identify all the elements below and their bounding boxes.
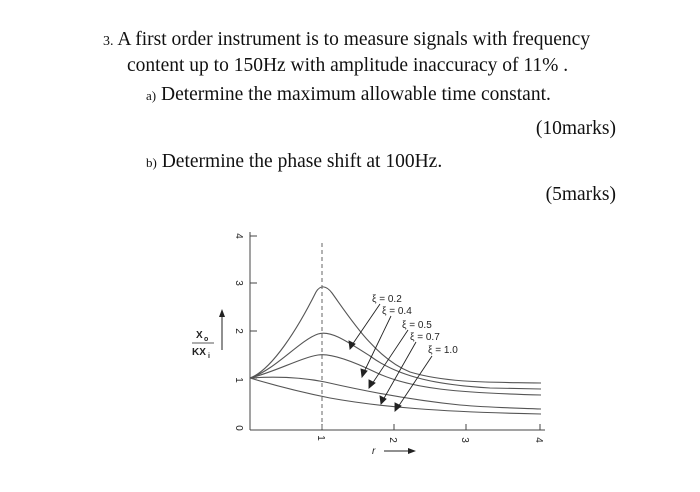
- y-tick-2: 2: [233, 328, 244, 334]
- question-text-line2: content up to 150Hz with amplitude inaccuracy of 11% .: [127, 55, 569, 76]
- y-label-numerator: X: [196, 330, 203, 341]
- right-arrow-icon: [408, 448, 416, 454]
- label-zeta-0.5: ξ = 0.5: [402, 320, 432, 331]
- part-a-text: Determine the maximum allowable time constant.: [160, 84, 551, 105]
- pointer-arrow-icon: [361, 369, 367, 377]
- label-zeta-0.7: ξ = 0.7: [410, 332, 440, 343]
- part-b-text: Determine the phase shift at 100Hz.: [161, 151, 443, 172]
- x-tick-1: 1: [315, 435, 326, 441]
- x-axis-label: [372, 446, 416, 457]
- up-arrow-icon: [219, 309, 225, 317]
- x-ticks: [322, 424, 540, 430]
- label-zeta-1.0: ξ = 1.0: [428, 345, 458, 356]
- y-label-denominator: KX: [192, 347, 206, 358]
- y-label-denominator-sub: i: [208, 353, 210, 360]
- part-a-label: a): [146, 88, 157, 103]
- curve-zeta-0.5: [250, 355, 541, 395]
- part-b-label: b): [146, 155, 157, 170]
- y-label-numerator-sub: o: [204, 336, 209, 343]
- x-tick-2: 2: [387, 437, 398, 443]
- x-tick-3: 3: [459, 437, 470, 443]
- y-tick-4: 4: [233, 233, 244, 239]
- part-b-marks: (5marks): [545, 184, 616, 205]
- question-text-line1: A first order instrument is to measure signals with frequency: [117, 29, 591, 50]
- part-a-marks: (10marks): [535, 118, 616, 139]
- x-label: r: [372, 446, 376, 457]
- y-axis-label: [192, 309, 225, 360]
- label-zeta-0.2: ξ = 0.2: [372, 294, 402, 305]
- curve-zeta-0.4: [250, 333, 541, 389]
- y-tick-1: 1: [233, 377, 244, 383]
- label-zeta-0.4: ξ = 0.4: [382, 306, 412, 317]
- y-tick-0: 0: [233, 425, 244, 431]
- x-tick-4: 4: [533, 437, 544, 443]
- question-number: 3.: [103, 34, 114, 49]
- y-tick-3: 3: [233, 280, 244, 286]
- y-ticks: [250, 236, 257, 378]
